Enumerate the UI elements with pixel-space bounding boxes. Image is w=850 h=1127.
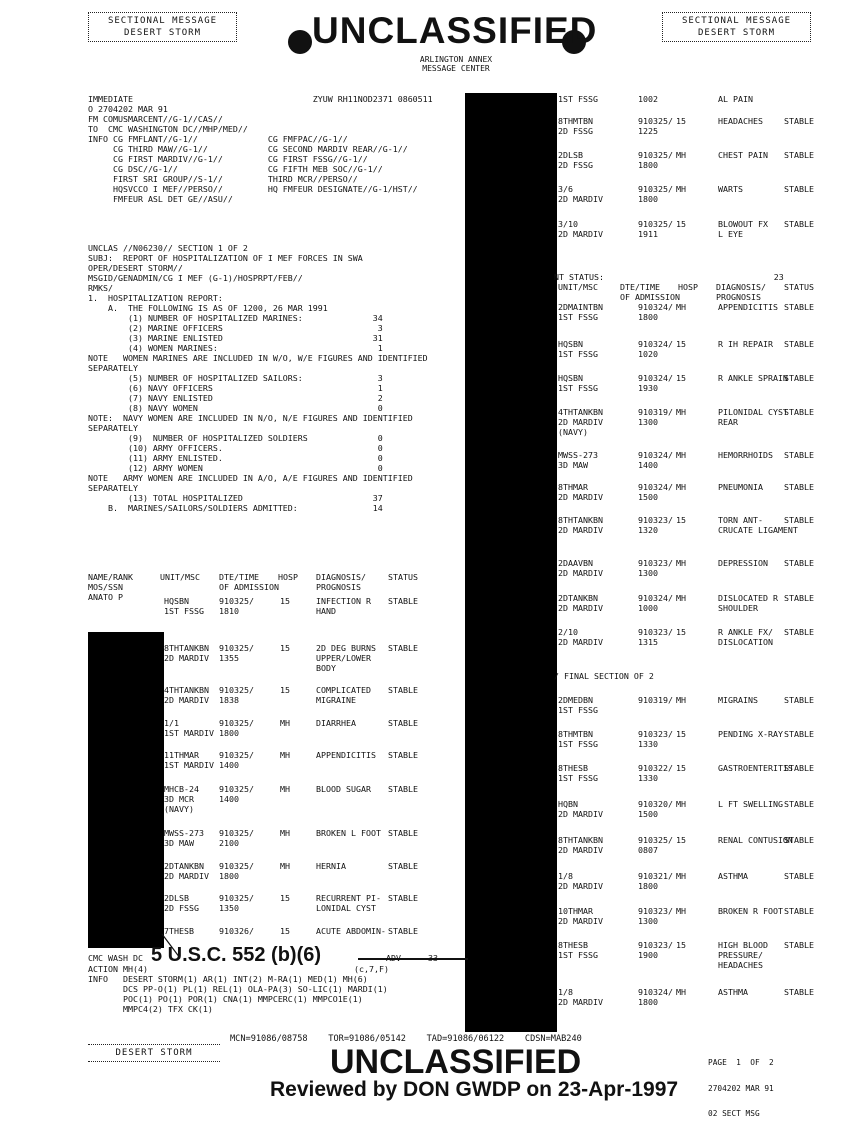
- cell-status: STABLE: [784, 219, 814, 229]
- header-status: STATUS: [388, 572, 418, 582]
- message-header: IMMEDIATE ZYUW RH11NOD2371 0860511 O 2704202 MAR 91 FM COMUSMARCENT//G-1//CAS// TO CMC WASHINGTON DC//MHP/MED// INFO CG FMFLANT//G-1// CG FMFPAC//G-1// CG THIRD MAW//G-1// CG SECOND MARDIV REAR//G-1// CG FIRST MARDIV//G-1// CG FIRST FSSG//G-1// CG DSC//G-1// CG FIFTH MEB SOC//G-1// FIRST SRI GROUP//S-1// THIRD MCR//PERSO// HQSVCCO I MEF//PERSO// HQ FMFEUR DESIGNATE//G-1/HST// FMFEUR ASL DET GE//ASU//: [88, 94, 433, 204]
- cell-hosp: 15: [280, 926, 290, 936]
- cell-hosp: MH: [676, 150, 686, 160]
- cell-admission: 910323/ 1315: [638, 627, 673, 647]
- header-unit: UNIT/MSC: [160, 572, 200, 582]
- cell-unit: 1/8 2D MARDIV: [558, 987, 603, 1007]
- cell-admission: 910324/ 1800: [638, 302, 673, 322]
- cell-hosp: MH: [676, 302, 686, 312]
- cell-diagnosis: RENAL CONTUSION: [718, 835, 793, 845]
- page-line: 02 SECT MSG: [708, 1109, 760, 1118]
- cell-status: STABLE: [784, 482, 814, 492]
- cell-unit: 2DMEDBN 1ST FSSG: [558, 695, 598, 715]
- cell-unit: MWSS-273 3D MAW: [164, 828, 204, 848]
- cell-admission: 910325/ 1800: [638, 184, 673, 204]
- cell-status: STABLE: [784, 184, 814, 194]
- cell-admission: 910319/ 1300: [638, 407, 673, 427]
- cell-admission: 910326/: [219, 926, 254, 936]
- cell-diagnosis: APPENDICITIS: [316, 750, 376, 760]
- cell-unit: HQSBN 1ST FSSG: [558, 339, 598, 359]
- foia-exemption: 5 U.S.C. 552 (b)(6): [151, 944, 322, 966]
- cell-admission: 910325/ 0807: [638, 835, 673, 855]
- page-line: PAGE 1 OF 2: [708, 1058, 774, 1067]
- cell-diagnosis: 2D DEG BURNS UPPER/LOWER BODY: [316, 643, 376, 673]
- cell-admission: 910323/ 1320: [638, 515, 673, 535]
- classification-header: UNCLASSIFIED: [312, 10, 598, 51]
- cell-admission: 910324/ 1000: [638, 593, 673, 613]
- cell-hosp: MH: [676, 799, 686, 809]
- sectional-message-stamp-left: [88, 12, 237, 42]
- cell-status: STABLE: [784, 407, 814, 417]
- cell-diagnosis: BLOWOUT FX L EYE: [718, 219, 768, 239]
- cell-hosp: 15: [676, 515, 686, 525]
- cell-hosp: MH: [676, 450, 686, 460]
- cell-hosp: 15: [280, 596, 290, 606]
- cell-unit: 10THMAR 2D MARDIV: [558, 906, 603, 926]
- stamp-line: SECTIONAL MESSAGE: [107, 16, 218, 26]
- action-line: ACTION MH(4): [88, 964, 148, 974]
- cell-status: STABLE: [388, 926, 418, 936]
- stamp-line: DESERT STORM: [115, 1048, 193, 1058]
- cell-status: STABLE: [784, 871, 814, 881]
- cell-admission: 910322/ 1330: [638, 763, 673, 783]
- header-diagnosis: DIAGNOSIS/ PROGNOSIS: [716, 282, 766, 302]
- cell-diagnosis: HEADACHES: [718, 116, 763, 126]
- cell-unit: HQSBN 1ST FSSG: [558, 373, 598, 393]
- cell-admission: 910325/ 1800: [219, 861, 254, 881]
- cell-diagnosis: DISLOCATED R SHOULDER: [718, 593, 778, 613]
- cell-diagnosis: DIARRHEA: [316, 718, 356, 728]
- cell-diagnosis: COMPLICATED MIGRAINE: [316, 685, 371, 705]
- arlington-annex: [396, 55, 516, 73]
- cell-hosp: MH: [676, 482, 686, 492]
- cell-unit: 2DLSB 2D FSSG: [164, 893, 199, 913]
- cell-admission: 1002: [638, 94, 658, 104]
- cell-status: STABLE: [784, 339, 814, 349]
- cell-hosp: 15: [676, 940, 686, 950]
- cell-status: STABLE: [784, 593, 814, 603]
- cell-unit: 3/6 2D MARDIV: [558, 184, 603, 204]
- cell-status: STABLE: [784, 835, 814, 845]
- cell-unit: 2DLSB 2D FSSG: [558, 150, 593, 170]
- cell-hosp: MH: [676, 871, 686, 881]
- cell-admission: 910325/ 1350: [219, 893, 254, 913]
- cell-status: STABLE: [388, 596, 418, 606]
- cell-diagnosis: PENDING X-RAY: [718, 729, 783, 739]
- cell-hosp: MH: [280, 784, 290, 794]
- cell-diagnosis: ACUTE ABDOMIN-: [316, 926, 386, 936]
- cell-unit: HQSBN 1ST FSSG: [164, 596, 204, 616]
- cell-admission: 910324/ 1020: [638, 339, 673, 359]
- cell-status: STABLE: [784, 906, 814, 916]
- sectional-message-stamp-right: [662, 12, 811, 42]
- cell-diagnosis: PNEUMONIA: [718, 482, 763, 492]
- redaction-pointer-line: [160, 932, 220, 962]
- cell-admission: 910325/ 1838: [219, 685, 254, 705]
- cell-hosp: MH: [676, 987, 686, 997]
- cell-diagnosis: APPENDICITIS: [718, 302, 778, 312]
- cell-hosp: 15: [280, 643, 290, 653]
- cell-unit: 11THMAR 1ST MARDIV: [164, 750, 214, 770]
- cell-diagnosis: HIGH BLOOD PRESSURE/ HEADACHES: [718, 940, 768, 970]
- cell-admission: 910324/ 1930: [638, 373, 673, 393]
- cell-hosp: MH: [280, 828, 290, 838]
- cell-unit: 1/1 1ST MARDIV: [164, 718, 214, 738]
- cell-diagnosis: L FT SWELLING: [718, 799, 783, 809]
- cell-status: STABLE: [388, 828, 418, 838]
- cell-unit: 2DMAINTBN 1ST FSSG: [558, 302, 603, 322]
- cell-unit: MWSS-273 3D MAW: [558, 450, 598, 470]
- cell-diagnosis: R ANKLE FX/ DISLOCATION: [718, 627, 773, 647]
- cell-status: STABLE: [388, 718, 418, 728]
- cell-status: STABLE: [388, 893, 418, 903]
- cell-hosp: MH: [676, 695, 686, 705]
- cell-admission: 910325/ 2100: [219, 828, 254, 848]
- cell-diagnosis: BROKEN R FOOT: [718, 906, 783, 916]
- cell-admission: 910323/ 1330: [638, 729, 673, 749]
- cell-status: STABLE: [784, 515, 814, 525]
- cell-admission: 910324/ 1400: [638, 450, 673, 470]
- cell-diagnosis: CHEST PAIN: [718, 150, 768, 160]
- cell-unit: 8THTANKBN 2D MARDIV: [558, 515, 603, 535]
- cell-unit: 4THTANKBN 2D MARDIV: [164, 685, 209, 705]
- cell-hosp: MH: [676, 407, 686, 417]
- cell-admission: 910324/ 1500: [638, 482, 673, 502]
- cell-diagnosis: BROKEN L FOOT: [316, 828, 381, 838]
- cell-diagnosis: R ANKLE SPRAIN: [718, 373, 788, 383]
- cell-status: STABLE: [784, 729, 814, 739]
- cell-status: STABLE: [784, 627, 814, 637]
- cell-unit: MHCB-24 3D MCR (NAVY): [164, 784, 199, 814]
- cell-status: STABLE: [784, 150, 814, 160]
- cell-hosp: 15: [280, 893, 290, 903]
- header-hosp: HOSP: [678, 282, 698, 292]
- cell-unit: 8THMAR 2D MARDIV: [558, 482, 603, 502]
- header-name-rank: NAME/RANK MOS/SSN ANATO P: [88, 572, 133, 602]
- cell-diagnosis: AL PAIN: [718, 94, 753, 104]
- cell-unit: 8THESB 1ST FSSG: [558, 940, 598, 960]
- cell-unit: 8THMTBN 1ST FSSG: [558, 729, 598, 749]
- cell-hosp: 15: [676, 835, 686, 845]
- bullet-dot-left: [288, 30, 312, 54]
- cell-unit: 4THTANKBN 2D MARDIV (NAVY): [558, 407, 603, 437]
- cell-admission: 910320/ 1500: [638, 799, 673, 819]
- cell-diagnosis: BLOOD SUGAR: [316, 784, 371, 794]
- cell-hosp: MH: [676, 593, 686, 603]
- admissions-table-right: [554, 94, 848, 1034]
- header-diagnosis: DIAGNOSIS/ PROGNOSIS: [316, 572, 366, 592]
- cell-hosp: 15: [676, 729, 686, 739]
- cell-unit: 8THTANKBN 2D MARDIV: [164, 643, 209, 663]
- cell-status: STABLE: [784, 558, 814, 568]
- cell-unit: 3/10 2D MARDIV: [558, 219, 603, 239]
- cell-diagnosis: DEPRESSION: [718, 558, 768, 568]
- header-admission: DTE/TIME OF ADMISSION: [219, 572, 279, 592]
- cell-status: STABLE: [388, 784, 418, 794]
- annex-line: MESSAGE CENTER: [422, 64, 490, 73]
- stamp-line: SECTIONAL MESSAGE: [681, 16, 792, 26]
- cell-diagnosis: ASTHMA: [718, 987, 748, 997]
- cell-unit: 8THMTBN 2D FSSG: [558, 116, 593, 136]
- cell-status: STABLE: [784, 987, 814, 997]
- cell-admission: 910324/ 1800: [638, 987, 673, 1007]
- cell-diagnosis: PILONIDAL CYST REAR: [718, 407, 788, 427]
- cell-admission: 910325/ 1800: [219, 718, 254, 738]
- header-admission: DTE/TIME OF ADMISSION: [620, 282, 680, 302]
- cell-unit: HQBN 2D MARDIV: [558, 799, 603, 819]
- cell-admission: 910325/ 1355: [219, 643, 254, 663]
- cell-diagnosis: HERNIA: [316, 861, 346, 871]
- cell-status: STABLE: [388, 861, 418, 871]
- cell-unit: 2/10 2D MARDIV: [558, 627, 603, 647]
- cell-diagnosis: RECURRENT PI- LONIDAL CYST: [316, 893, 381, 913]
- desert-storm-stamp-bottom: [88, 1044, 220, 1062]
- cell-status: STABLE: [388, 685, 418, 695]
- cell-hosp: MH: [676, 558, 686, 568]
- header-unit: UNIT/MSC: [558, 282, 598, 292]
- cell-unit: 8THTANKBN 2D MARDIV: [558, 835, 603, 855]
- cell-status: STABLE: [784, 302, 814, 312]
- cell-diagnosis: INFECTION R HAND: [316, 596, 371, 616]
- classification-footer: UNCLASSIFIED: [330, 1043, 582, 1081]
- cell-status: STABLE: [784, 373, 814, 383]
- cell-status: STABLE: [784, 799, 814, 809]
- cell-admission: 910325/ 1400: [219, 750, 254, 770]
- cell-admission: 910325/ 1400: [219, 784, 254, 804]
- cell-admission: 910321/ 1800: [638, 871, 673, 891]
- info-routing: INFO DESERT STORM(1) AR(1) INT(2) M-RA(1) MED(1) MH(6) DCS PP-O(1) PL(1) REL(1) OLA-PA(3) SO-LIC(1) MARDI(1) POC(1) PO(1) POR(1) CNA(1) MMPCERC(1) MMPCO1E(1) MMPC4(2) TFX CK(1): [88, 974, 388, 1014]
- cell-status: STABLE: [784, 940, 814, 950]
- cell-status: STABLE: [388, 750, 418, 760]
- cell-unit: 1ST FSSG: [558, 94, 598, 104]
- cell-unit: 1/8 2D MARDIV: [558, 871, 603, 891]
- redaction-block-center: [465, 93, 557, 1032]
- exemption-rule: [358, 958, 468, 960]
- cell-hosp: MH: [676, 906, 686, 916]
- cell-status: STABLE: [784, 763, 814, 773]
- cell-status: STABLE: [784, 695, 814, 705]
- redaction-block-left: [88, 632, 164, 948]
- header-hosp: HOSP: [278, 572, 298, 582]
- cell-unit: 8THESB 1ST FSSG: [558, 763, 598, 783]
- stamp-line: DESERT STORM: [123, 28, 202, 38]
- page-line: 2704202 MAR 91: [708, 1083, 774, 1093]
- cell-hosp: 15: [676, 219, 686, 229]
- cmc-prefix: CMC WASH DC: [88, 953, 143, 963]
- cell-hosp: MH: [676, 184, 686, 194]
- cell-hosp: 15: [676, 339, 686, 349]
- cell-status: STABLE: [784, 450, 814, 460]
- final-section-line: / FINAL SECTION OF 2: [554, 671, 654, 681]
- cell-hosp: MH: [280, 861, 290, 871]
- cell-status: STABLE: [388, 643, 418, 653]
- cell-unit: 2DTANKBN 2D MARDIV: [558, 593, 603, 613]
- cell-hosp: 15: [676, 116, 686, 126]
- cell-hosp: 15: [676, 627, 686, 637]
- cell-unit: 7THESB: [164, 926, 194, 936]
- cell-admission: 910325/ 1911: [638, 219, 673, 239]
- header-status: STATUS: [784, 282, 814, 292]
- current-status-line: NT STATUS: 23: [554, 272, 784, 282]
- message-subject-body: UNCLAS //N06230// SECTION 1 OF 2 SUBJ: REPORT OF HOSPITALIZATION OF I MEF FORCES IN SWA OPER/DESERT STORM// MSGID/GENADMIN/CG I MEF (G-1)/HOSPRPT/FEB// RMKS/ 1. HOSPITALIZATION REPORT: A. THE FOLLOWING IS AS OF 1200, 26 MAR 1991 (1) NUMBER OF HOSPITALIZED MARINES: 34 (2) MARINE OFFICERS 3 (3) MARINE ENLISTED 31 (4) WOMEN MARINES: 1 NOTE WOMEN MARINES ARE INCLUDED IN W/O, W/E FIGURES AND IDENTIFIED SEPARATELY (5) NUMBER OF HOSPITALIZED SAILORS: 3 (6) NAVY OFFICERS 1 (7) NAVY ENLISTED 2 (8) NAVY WOMEN 0 NOTE: NAVY WOMEN ARE INCLUDED IN N/O, N/E FIGURES AND IDENTIFIED SEPARATELY (9) NUMBER OF HOSPITALIZED SOLDIERS 0 (10) ARMY OFFICERS. 0 (11) ARMY ENLISTED. 0 (12) ARMY WOMEN 0 NOTE ARMY WOMEN ARE INCLUDED IN A/O, A/E FIGURES AND IDENTIFIED SEPARATELY (13) TOTAL HOSPITALIZED 37 B. MARINES/SAILORS/SOLDIERS ADMITTED: 14: [88, 243, 428, 513]
- cell-hosp: MH: [280, 750, 290, 760]
- cell-diagnosis: ASTHMA: [718, 871, 748, 881]
- cell-admission: 910325/ 1800: [638, 150, 673, 170]
- annex-line: ARLINGTON ANNEX: [419, 55, 493, 64]
- cell-admission: 910319/: [638, 695, 673, 705]
- cell-hosp: MH: [280, 718, 290, 728]
- action-code: (c,7,F): [354, 964, 389, 974]
- message-ids: MCN=91086/08758 TOR=91086/05142 TAD=91086/06122 CDSN=MAB240: [230, 1034, 582, 1044]
- cell-diagnosis: WARTS: [718, 184, 743, 194]
- cell-diagnosis: HEMORRHOIDS: [718, 450, 773, 460]
- cell-status: STABLE: [784, 116, 814, 126]
- stamp-line: DESERT STORM: [697, 28, 776, 38]
- cell-diagnosis: TORN ANT- CRUCATE LIGAMENT: [718, 515, 798, 535]
- cell-unit: 2DAAVBN 2D MARDIV: [558, 558, 603, 578]
- cell-diagnosis: R IH REPAIR: [718, 339, 773, 349]
- cell-admission: 910323/ 1300: [638, 558, 673, 578]
- cell-diagnosis: MIGRAINS: [718, 695, 758, 705]
- footer-routing-block: [88, 946, 468, 1026]
- page-info: [708, 1042, 774, 1127]
- review-stamp: Reviewed by DON GWDP on 23-Apr-1997: [270, 1078, 679, 1101]
- cell-hosp: 15: [676, 373, 686, 383]
- cell-hosp: 15: [280, 685, 290, 695]
- cell-admission: 910325/ 1810: [219, 596, 254, 616]
- cell-unit: 2DTANKBN 2D MARDIV: [164, 861, 209, 881]
- cell-diagnosis: GASTROENTERITIS: [718, 763, 793, 773]
- cell-admission: 910325/ 1225: [638, 116, 673, 136]
- cell-admission: 910323/ 1300: [638, 906, 673, 926]
- cell-admission: 910323/ 1900: [638, 940, 673, 960]
- cell-hosp: 15: [676, 763, 686, 773]
